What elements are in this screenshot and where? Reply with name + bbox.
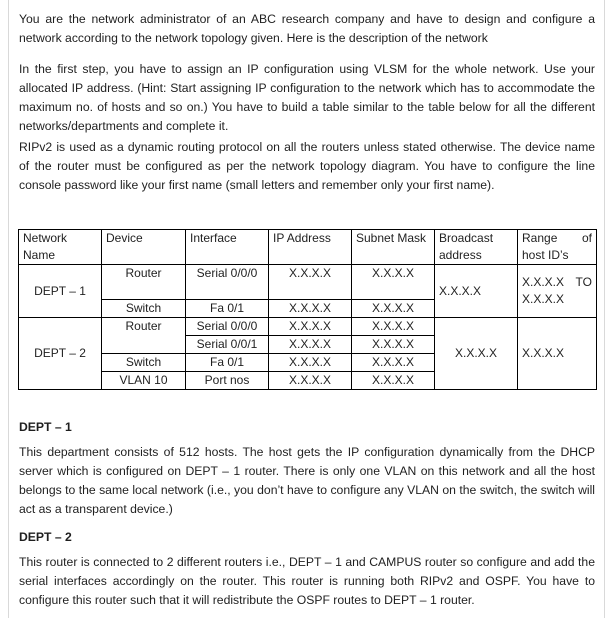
- dept1-range-start: X.X.X.X: [522, 275, 565, 289]
- header-interface: Interface: [186, 230, 269, 265]
- dept2-router-device: Router: [102, 318, 186, 354]
- dept2-mask-3: X.X.X.X: [352, 354, 435, 372]
- dept1-name-cell: DEPT – 1: [19, 265, 102, 318]
- ripv2-instructions-paragraph: RIPv2 is used as a dynamic routing protocol on all the routers unless stated otherwise. The device name of the router must be configured as per the network topology diagram. You have to configure the line console password like your first name (small letters and remember only your first name).: [19, 140, 595, 192]
- header-ip-address: IP Address: [269, 230, 352, 265]
- vlsm-instructions-paragraph: In the first step, you have to assign an IP configuration using VLSM for the whole network. Use your allocated IP address. (Hint: Start assigning IP configuration to the network which has to accommodate the maximum no. of hosts and so on.) You have to build a table similar to the table below for all the different networks/departments and complete it.: [19, 62, 595, 133]
- dept2-ip-2: X.X.X.X: [269, 336, 352, 354]
- dept1-switch-ip: X.X.X.X: [269, 300, 352, 318]
- dept1-broadcast: X.X.X.X: [435, 265, 518, 318]
- dept1-router-interface: Serial 0/0/0: [186, 265, 269, 300]
- dept2-description: This router is connected to 2 different routers i.e., DEPT – 1 and CAMPUS router so configure and add the serial interfaces accordingly on the router. This router is running both RIPv2 and OSPF. You have to configure this router such that it will redistribute the OSPF routes to DEPT – 1 router.: [19, 555, 595, 607]
- header-subnet-mask: Subnet Mask: [352, 230, 435, 265]
- dept1-range-to: TO: [575, 275, 592, 289]
- dept1-switch-device: Switch: [102, 300, 186, 318]
- dept2-name-cell: DEPT – 2: [19, 318, 102, 390]
- dept2-switch-device: Switch: [102, 354, 186, 372]
- dept1-switch-interface: Fa 0/1: [186, 300, 269, 318]
- dept1-description: This department consists of 512 hosts. The host gets the IP configuration dynamically from the DHCP server which is configured on DEPT – 1 router. There is only one VLAN on this network and all the host belongs to the same local network (i.e., you don’t have to configure any VLAN on the switch, the switch will act as a transparent device.): [19, 445, 595, 516]
- table-row: [19, 265, 597, 300]
- intro-paragraph: You are the network administrator of an ABC research company and have to design and configure a network according to the network topology given. Here is the description of the network: [19, 12, 595, 45]
- dept2-interface-4: Port nos: [186, 372, 269, 390]
- dept2-ip-1: X.X.X.X: [269, 318, 352, 336]
- dept1-router-mask: X.X.X.X: [352, 265, 435, 300]
- dept1-router-ip: X.X.X.X: [269, 265, 352, 300]
- dept2-mask-2: X.X.X.X: [352, 336, 435, 354]
- dept2-vlan-device: VLAN 10: [102, 372, 186, 390]
- dept2-interface-3: Fa 0/1: [186, 354, 269, 372]
- dept1-switch-mask: X.X.X.X: [352, 300, 435, 318]
- dept2-heading: DEPT – 2: [19, 530, 72, 544]
- header-range-of: of: [581, 231, 592, 245]
- dept1-range-cell: [518, 265, 597, 318]
- header-range-word: Range: [522, 231, 558, 245]
- table-row: [19, 318, 597, 336]
- dept2-mask-4: X.X.X.X: [352, 372, 435, 390]
- header-range-hostids: host ID’s: [522, 248, 569, 262]
- dept2-interface-2: Serial 0/0/1: [186, 336, 269, 354]
- header-range: [518, 230, 597, 265]
- dept2-range: X.X.X.X: [518, 318, 597, 390]
- header-broadcast: Broadcast address: [435, 230, 518, 265]
- dept2-broadcast: X.X.X.X: [435, 318, 518, 390]
- dept2-interface-1: Serial 0/0/0: [186, 318, 269, 336]
- dept2-ip-4: X.X.X.X: [269, 372, 352, 390]
- dept2-ip-3: X.X.X.X: [269, 354, 352, 372]
- dept1-range-end: X.X.X.X: [522, 292, 565, 306]
- dept1-router-device: Router: [102, 265, 186, 300]
- dept2-mask-1: X.X.X.X: [352, 318, 435, 336]
- header-device: Device: [102, 230, 186, 265]
- ip-configuration-table: [18, 229, 597, 390]
- dept1-heading: DEPT – 1: [19, 420, 72, 434]
- header-network-name: Network Name: [19, 230, 102, 265]
- table-header-row: [19, 230, 597, 265]
